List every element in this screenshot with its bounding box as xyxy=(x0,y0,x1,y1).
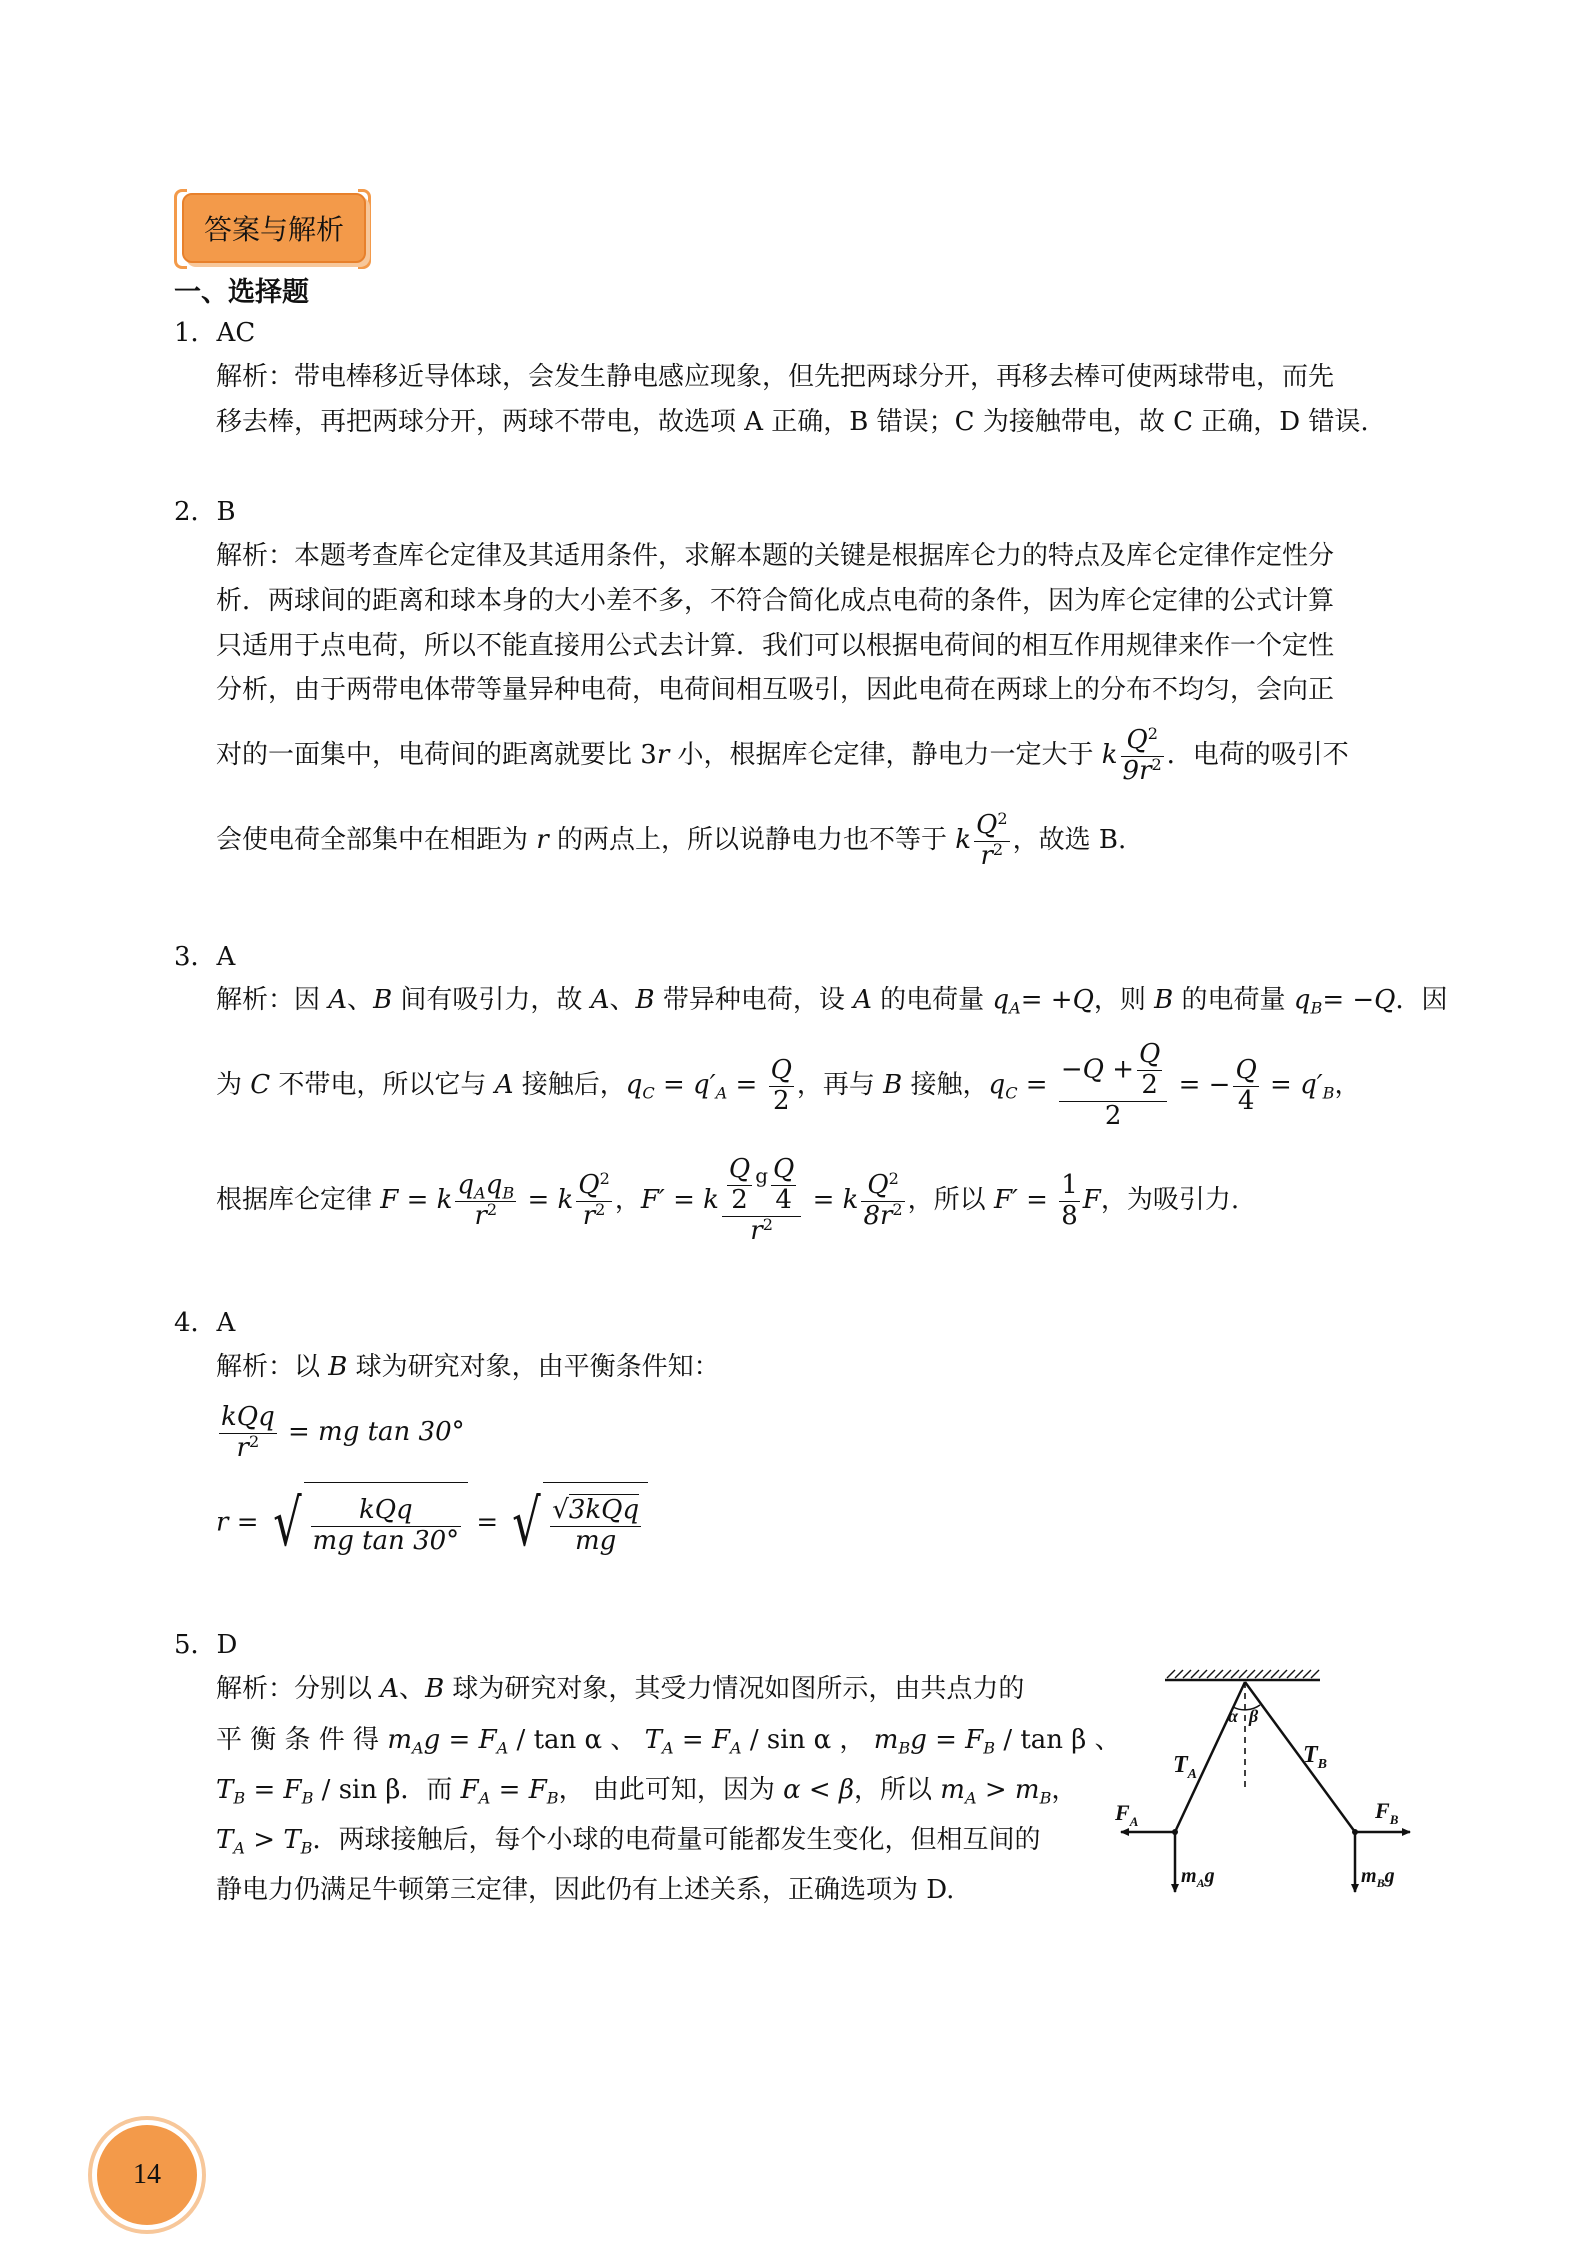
q3-line-3: 根据库仑定律 F = k $\frac{q_Aq_B}{r^2}$ = k $\frac{Q^2}{r^2}$ ，F′ = k $\frac{Q}{2}$ $^g$ $\frac{Q}{4}$ $r^2$ = k $\frac{Q^2}{8r^2}$ ，所以 F′ = $\frac{1}{8}$ F，为吸引力. xyxy=(216,1154,1240,1246)
q1-line-1: 解析：带电棒移近导体球，会发生静电感应现象，但先把两球分开，再移去棒可使两球带电，而先 xyxy=(216,362,1335,392)
label-fa: $F_A$ xyxy=(1115,1800,1139,1829)
section-title: 一、选择题 xyxy=(174,277,309,308)
force-diagram xyxy=(1105,1660,1425,1910)
q2-frac-q2-r2: $\frac{Q^2}{r^2}$ xyxy=(976,808,1008,871)
q3-number: 3．A xyxy=(174,942,236,972)
label-mag: $m_Ag$ xyxy=(1181,1865,1215,1890)
q3-product-frac: $\frac{Q}{2}$ $^g$ $\frac{Q}{4}$ $r^2$ xyxy=(722,1155,801,1247)
q3-line-1: 解析：因 A、B 间有吸引力，故 A、B 带异种电荷，设 A 的电荷量 $q_A= +Q$，则 B 的电荷量 $q_B= -Q$．因 xyxy=(216,985,1448,1018)
label-tb: $T_B$ xyxy=(1303,1742,1328,1772)
label-alpha: α xyxy=(1228,1706,1238,1726)
label-ta: $T_A$ xyxy=(1173,1752,1198,1782)
label-mbg: $m_Bg$ xyxy=(1361,1865,1395,1890)
answer-section-badge: 答案与解析 xyxy=(182,193,366,263)
q3-line-2: 为 C 不带电，所以它与 A 接触后，$q_C = q'_A$ = $\frac{Q}{2}$ ，再与 B 接触，$q_C$ = −Q + $\frac{Q}{2}$ 2 = − $\frac{Q}{4}$ = $q'_B$， xyxy=(216,1039,1361,1131)
q5-line-4: $T_A > T_B$．两球接触后，每个小球的电荷量可能都发生变化，但相互间的 xyxy=(216,1825,1041,1858)
ceiling xyxy=(1165,1670,1320,1680)
q3-nested-frac: −Q + $\frac{Q}{2}$ 2 xyxy=(1059,1040,1167,1132)
q5-number: 5．D xyxy=(174,1630,238,1660)
q4-equation-1: $\frac{\text{kQq}}{r^2}$ = mg tan 30° xyxy=(221,1401,465,1463)
label-fb: $F_B$ xyxy=(1375,1798,1399,1827)
sqrt-sign: √ xyxy=(272,1486,302,1561)
q5-line-2: 平 衡 条 件 得 $m_Ag = F_A / \tan \alpha$ 、 $T_A = F_A / \sin \alpha$ ， $m_Bg = F_B / \tan \beta$ 、 xyxy=(216,1725,1121,1758)
ball-b xyxy=(1352,1829,1358,1835)
sqrt-sign: √ xyxy=(512,1486,542,1561)
q1-number: 1．AC xyxy=(174,318,256,348)
label-beta: β xyxy=(1249,1706,1259,1726)
q5-line-3: $T_B = F_B / \sin \beta$．而 $F_A = F_B$， 由此可知，因为 α < β，所以 $m_A > m_B$， xyxy=(216,1775,1078,1808)
q4-number: 4．A xyxy=(174,1308,236,1338)
q2-line-3: 只适用于点电荷，所以不能直接用公式去计算．我们可以根据电荷间的相互作用规律来作一个定性 xyxy=(216,631,1335,661)
q2-number: 2．B xyxy=(174,497,236,527)
q2-line-6: 会使电荷全部集中在相距为 r 的两点上，所以说静电力也不等于 k $\frac{Q^2}{r^2}$ ，故选 B. xyxy=(216,808,1127,871)
page-number: 14 xyxy=(133,2159,161,2190)
sqrt-sign-small: √ xyxy=(552,1494,569,1525)
q2-line-4: 分析，由于两带电体带等量异种电荷，电荷间相互吸引，因此电荷在两球上的分布不均匀，会向正 xyxy=(216,675,1335,705)
q4-line-1: 解析：以 B 球为研究对象，由平衡条件知： xyxy=(216,1352,720,1382)
q2-line-2: 析．两球间的距离和球本身的大小差不多，不符合简化成点电荷的条件，因为库仑定律的公式计算 xyxy=(216,586,1335,616)
string-b xyxy=(1245,1682,1355,1832)
q2-line-1: 解析：本题考查库仑定律及其适用条件，求解本题的关键是根据库仑力的特点及库仑定律作定性分 xyxy=(216,541,1335,571)
ball-a xyxy=(1172,1829,1178,1835)
q1-line-2: 移去棒，再把两球分开，两球不带电，故选项 A 正确，B 错误；C 为接触带电，故 C 正确，D 错误. xyxy=(216,407,1369,437)
q4-equation-2: r = √ $\frac{\text{kQq}}{\text{mg tan 30°}}$ = √ $\frac{\text{√3kQq}}{mg}$ xyxy=(216,1482,648,1565)
q2-frac-q2-9r2: $\frac{Q^2}{9r^2}$ xyxy=(1122,723,1162,786)
q2-line-5: 对的一面集中，电荷间的距离就要比 3r 小，根据库仑定律，静电力一定大于 k $\frac{Q^2}{9r^2}$ ．电荷的吸引不 xyxy=(216,723,1349,786)
q5-line-1: 解析：分别以 A、B 球为研究对象，其受力情况如图所示，由共点力的 xyxy=(216,1674,1025,1704)
page-number-badge xyxy=(97,2125,197,2225)
q5-line-5: 静电力仍满足牛顿第三定律，因此仍有上述关系，正确选项为 D. xyxy=(216,1875,955,1905)
